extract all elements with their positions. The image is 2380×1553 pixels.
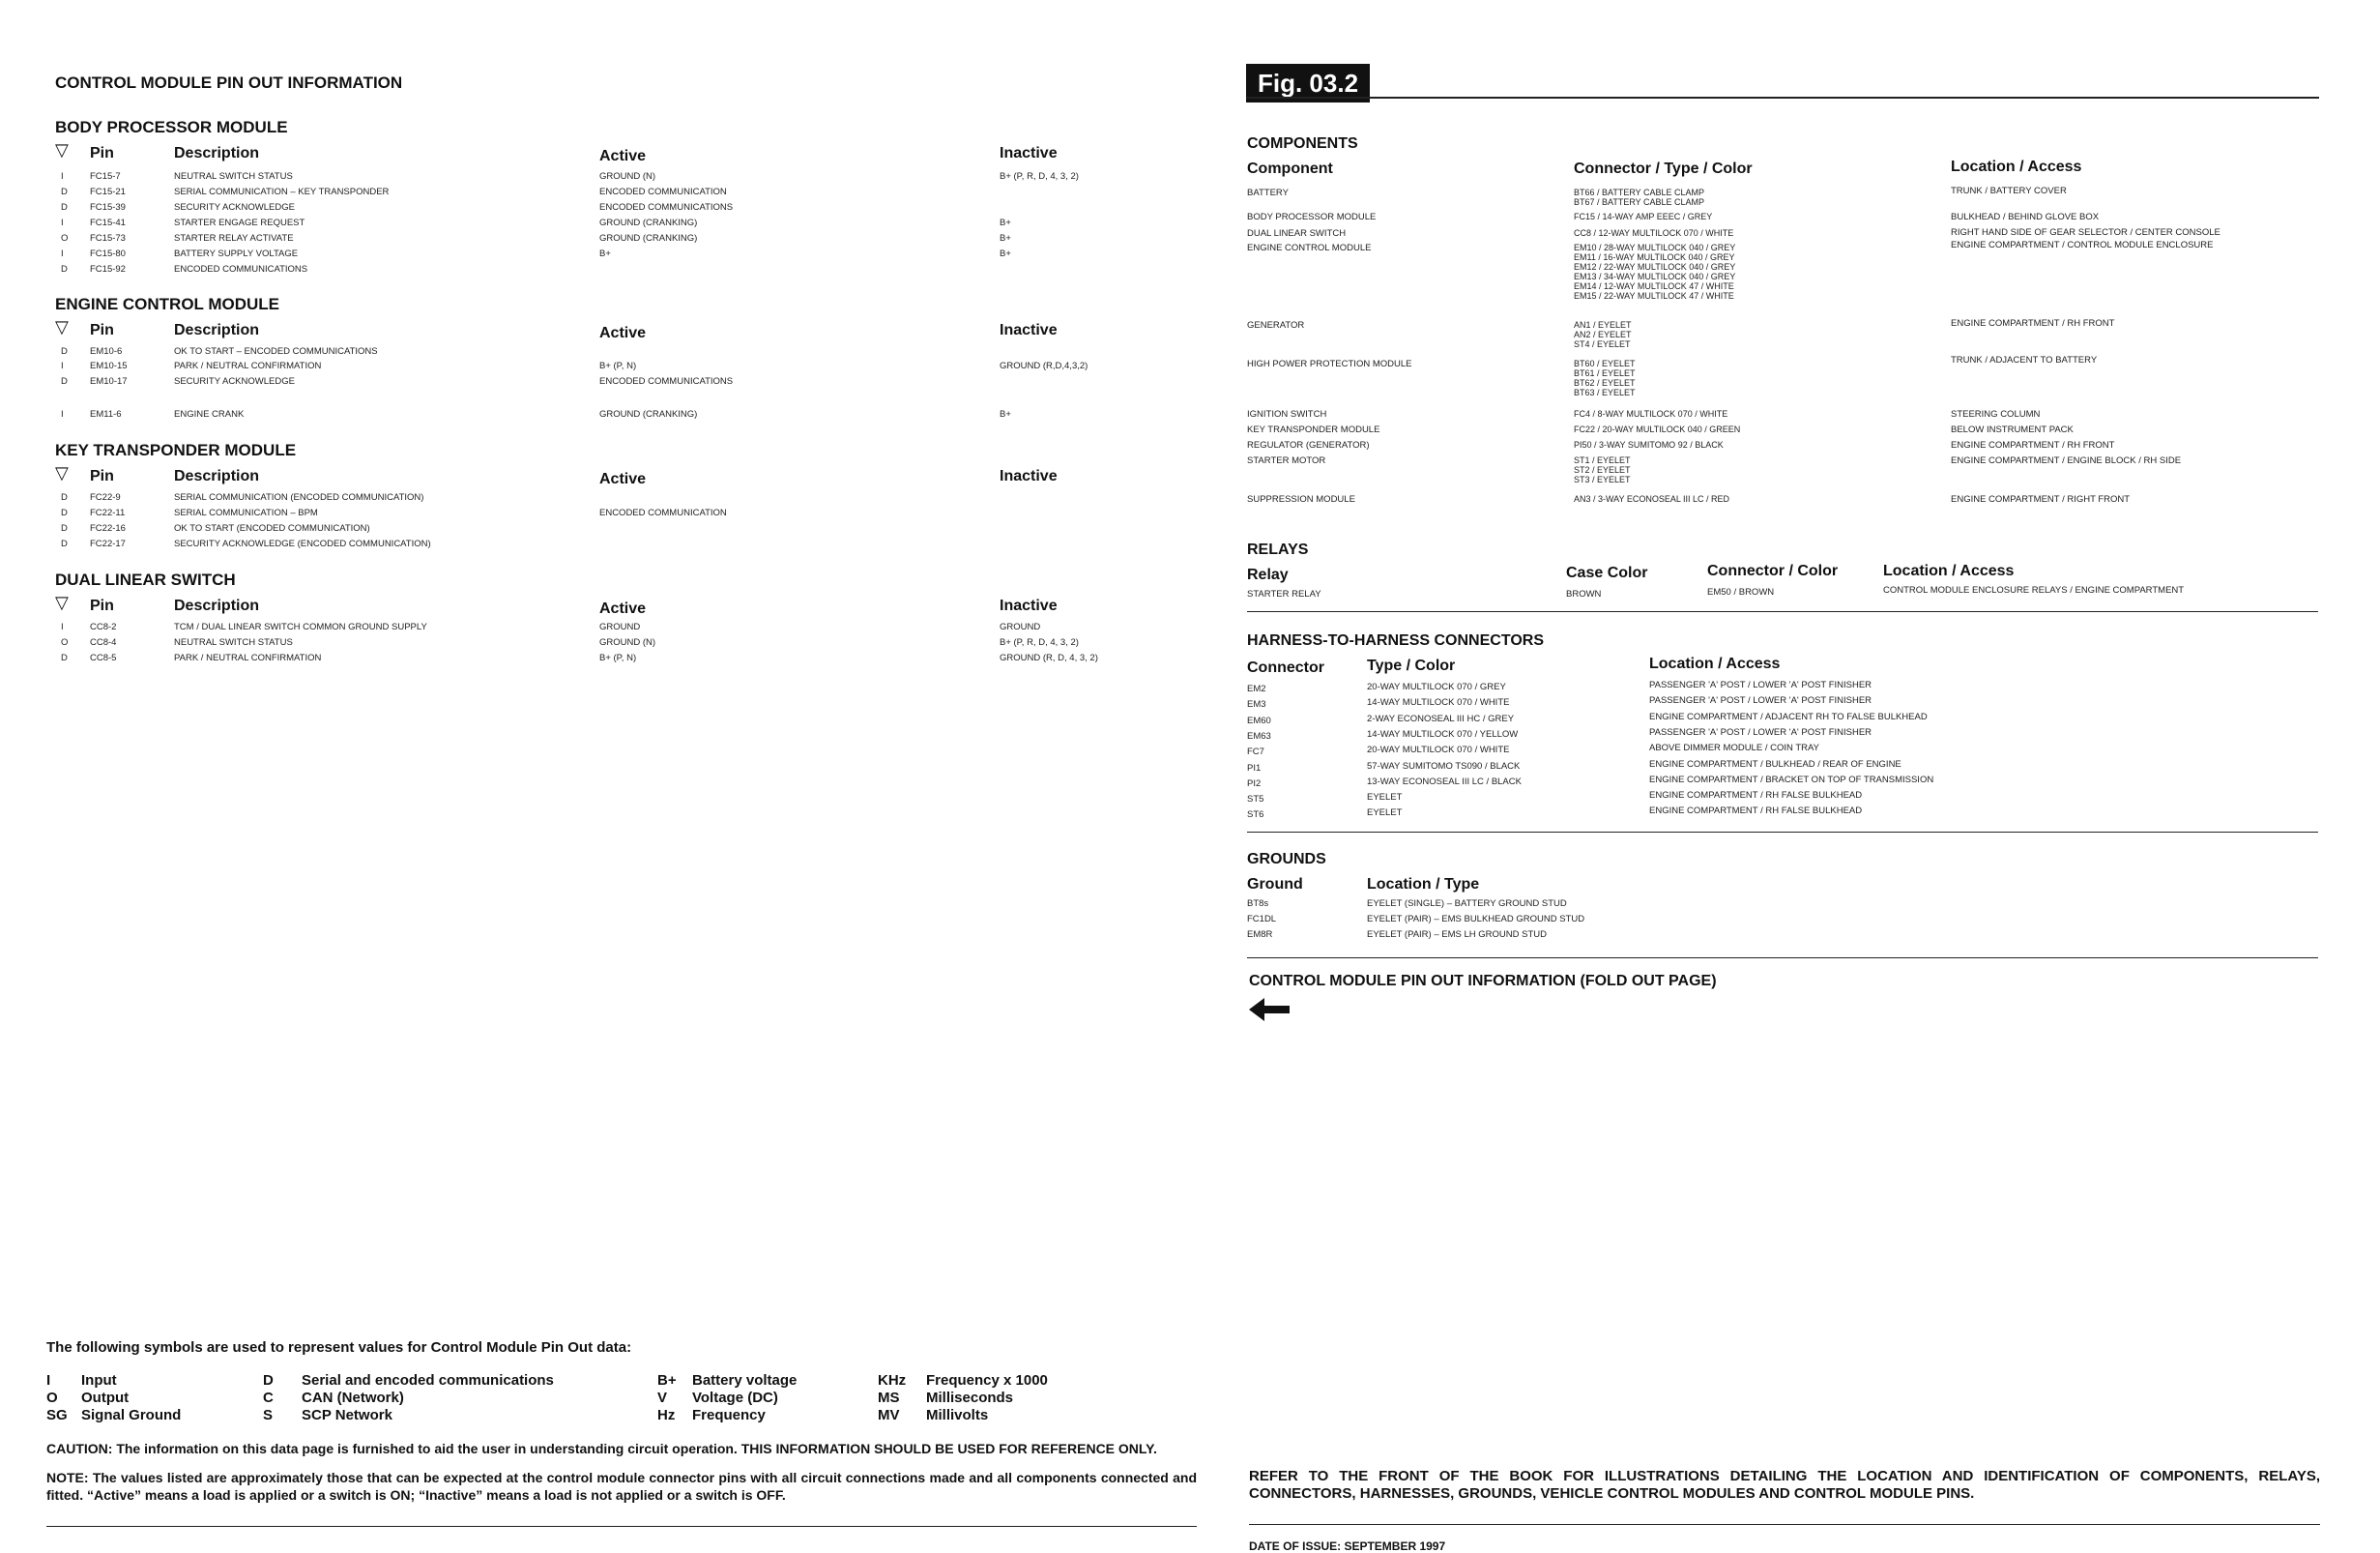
ground-id: FC1DL [1247, 914, 1277, 924]
pin-id: FC15-21 [90, 187, 126, 197]
harness-location: PASSENGER 'A' POST / LOWER 'A' POST FINISHER [1649, 680, 1872, 690]
harness-location: ENGINE COMPARTMENT / RH FALSE BULKHEAD [1649, 806, 1863, 817]
component-name: IGNITION SWITCH [1247, 409, 1327, 420]
col-location-access: Location / Access [1649, 656, 1781, 672]
component-connector: EM14 / 12-WAY MULTILOCK 47 / WHITE [1574, 281, 1734, 291]
pin-io-type: D [61, 376, 68, 387]
harness-connector: EM60 [1247, 715, 1271, 726]
pin-id: FC22-11 [90, 508, 126, 518]
col-active: Active [599, 471, 647, 487]
component-name: BATTERY [1247, 188, 1289, 198]
harness-connector: EM63 [1247, 730, 1271, 742]
harness-type: 14-WAY MULTILOCK 070 / YELLOW [1367, 728, 1519, 740]
pin-active: GROUND (N) [599, 171, 656, 182]
legend-meaning: SCP Network [302, 1407, 392, 1423]
component-connector: ST1 / EYELET [1574, 455, 1631, 465]
legend-meaning: Millivolts [926, 1407, 989, 1423]
component-location: ENGINE COMPARTMENT / RH FRONT [1951, 440, 2115, 451]
legend-symbol: MS [878, 1390, 900, 1406]
divider [46, 1526, 1197, 1527]
component-location: ENGINE COMPARTMENT / RIGHT FRONT [1951, 494, 2131, 505]
section-title: ENGINE CONTROL MODULE [55, 295, 280, 313]
date-of-issue: DATE OF ISSUE: SEPTEMBER 1997 [1249, 1539, 1446, 1553]
pin-description: STARTER RELAY ACTIVATE [174, 233, 294, 244]
component-name: GENERATOR [1247, 320, 1305, 331]
component-location: ENGINE COMPARTMENT / ENGINE BLOCK / RH SIDE [1951, 455, 2182, 466]
pin-inactive: B+ [1000, 233, 1011, 244]
component-connector: CC8 / 12-WAY MULTILOCK 070 / WHITE [1574, 228, 1734, 238]
col-pin: Pin [90, 598, 114, 614]
pin-inactive: B+ [1000, 249, 1011, 259]
harness-connector: ST6 [1247, 809, 1264, 821]
pin-io-type: D [61, 492, 68, 503]
pin-io-type: D [61, 523, 68, 534]
component-connector: EM12 / 22-WAY MULTILOCK 040 / GREY [1574, 262, 1736, 272]
components-title: COMPONENTS [1247, 135, 1358, 152]
col-description: Description [174, 145, 260, 161]
component-connector: EM10 / 28-WAY MULTILOCK 040 / GREY [1574, 243, 1736, 252]
col-pin: Pin [90, 145, 114, 161]
col-inactive: Inactive [1000, 468, 1058, 484]
legend-symbol: SG [46, 1407, 68, 1423]
pin-active: GROUND [599, 622, 641, 632]
legend-meaning: Output [81, 1390, 130, 1406]
ground-location: EYELET (PAIR) – EMS BULKHEAD GROUND STUD [1367, 914, 1585, 924]
legend-meaning: Signal Ground [81, 1407, 182, 1423]
harness-connector: PI1 [1247, 762, 1262, 774]
component-name: STARTER MOTOR [1247, 455, 1326, 466]
component-name: KEY TRANSPONDER MODULE [1247, 425, 1380, 435]
ground-location: EYELET (PAIR) – EMS LH GROUND STUD [1367, 929, 1547, 940]
col-connector-color: Connector / Color [1707, 563, 1839, 579]
pin-description: OK TO START – ENCODED COMMUNICATIONS [174, 346, 378, 357]
pin-io-type: D [61, 202, 68, 213]
relays-title: RELAYS [1247, 542, 1309, 558]
component-connector: BT60 / EYELET [1574, 359, 1636, 368]
divider [1247, 611, 2318, 612]
component-connector: PI50 / 3-WAY SUMITOMO 92 / BLACK [1574, 440, 1724, 450]
pin-io-type: I [61, 361, 64, 371]
pin-description: SERIAL COMMUNICATION – KEY TRANSPONDER [174, 187, 390, 197]
component-name: SUPPRESSION MODULE [1247, 494, 1355, 505]
harness-connector: PI2 [1247, 777, 1262, 789]
pin-description: OK TO START (ENCODED COMMUNICATION) [174, 523, 370, 534]
pin-active: ENCODED COMMUNICATION [599, 508, 727, 518]
component-location: STEERING COLUMN [1951, 409, 2041, 420]
relay-name: STARTER RELAY [1247, 589, 1321, 600]
pin-id: FC15-73 [90, 233, 126, 244]
pin-description: BATTERY SUPPLY VOLTAGE [174, 249, 299, 259]
col-inactive: Inactive [1000, 145, 1058, 161]
pin-io-type: D [61, 264, 68, 275]
harness-type: 13-WAY ECONOSEAL III LC / BLACK [1367, 776, 1522, 787]
section-title: KEY TRANSPONDER MODULE [55, 441, 297, 459]
col-pin: Pin [90, 468, 114, 484]
pin-marker-icon: ▽ [55, 317, 69, 337]
pin-inactive: B+ (P, R, D, 4, 3, 2) [1000, 637, 1079, 648]
legend-symbol: MV [878, 1407, 900, 1423]
legend-symbol: D [263, 1372, 274, 1389]
component-connector: FC4 / 8-WAY MULTILOCK 070 / WHITE [1574, 409, 1728, 419]
legend-meaning: Milliseconds [926, 1390, 1014, 1406]
pin-description: SERIAL COMMUNICATION (ENCODED COMMUNICATION) [174, 492, 424, 503]
pin-inactive: B+ (P, R, D, 4, 3, 2) [1000, 171, 1079, 182]
pin-inactive: GROUND [1000, 622, 1041, 632]
refer-text: REFER TO THE FRONT OF THE BOOK FOR ILLUSTRATIONS DETAILING THE LOCATION AND IDENTIFICATION OF COMPONENTS, RELAYS, CONNECTORS, HARNESSES, GROUNDS, VEHICLE CONTROL MODULES AND CONTROL MODULE PINS. [1249, 1468, 2320, 1502]
pin-id: FC22-16 [90, 523, 126, 534]
component-connector: EM11 / 16-WAY MULTILOCK 040 / GREY [1574, 252, 1735, 262]
legend-symbol: Hz [657, 1407, 676, 1423]
pin-io-type: I [61, 171, 64, 182]
divider [1247, 957, 2318, 958]
col-inactive: Inactive [1000, 598, 1058, 614]
component-connector: EM13 / 34-WAY MULTILOCK 040 / GREY [1574, 272, 1736, 281]
harness-location: ABOVE DIMMER MODULE / COIN TRAY [1649, 743, 1819, 754]
component-connector: FC15 / 14-WAY AMP EEEC / GREY [1574, 212, 1713, 221]
pin-io-type: I [61, 249, 64, 259]
harness-connector: EM3 [1247, 699, 1266, 711]
component-name: BODY PROCESSOR MODULE [1247, 212, 1377, 222]
harness-connector: FC7 [1247, 747, 1264, 758]
component-connector: FC22 / 20-WAY MULTILOCK 040 / GREEN [1574, 425, 1741, 434]
col-active: Active [599, 601, 647, 617]
component-location: BULKHEAD / BEHIND GLOVE BOX [1951, 212, 2100, 222]
harness-type: EYELET [1367, 807, 1403, 819]
pin-io-type: I [61, 218, 64, 228]
pin-id: CC8-2 [90, 622, 117, 632]
legend-meaning: Voltage (DC) [692, 1390, 778, 1406]
section-title: BODY PROCESSOR MODULE [55, 118, 288, 136]
pin-description: PARK / NEUTRAL CONFIRMATION [174, 361, 322, 371]
component-location: ENGINE COMPARTMENT / CONTROL MODULE ENCLOSURE [1951, 240, 2214, 250]
pin-active: GROUND (CRANKING) [599, 233, 698, 244]
legend-meaning: Input [81, 1372, 117, 1389]
pin-marker-icon: ▽ [55, 463, 69, 483]
harness-location: ENGINE COMPARTMENT / RH FALSE BULKHEAD [1649, 790, 1863, 802]
col-ground: Ground [1247, 876, 1303, 893]
relay-location: CONTROL MODULE ENCLOSURE RELAYS / ENGINE COMPARTMENT [1883, 585, 2185, 596]
pin-marker-icon: ▽ [55, 593, 69, 612]
col-description: Description [174, 598, 260, 614]
harness-type: 14-WAY MULTILOCK 070 / WHITE [1367, 697, 1510, 709]
pin-inactive: GROUND (R,D,4,3,2) [1000, 361, 1088, 371]
pin-io-type: D [61, 653, 68, 663]
pin-io-type: D [61, 539, 68, 549]
legend-symbol: O [46, 1390, 58, 1406]
component-location: ENGINE COMPARTMENT / RH FRONT [1951, 318, 2115, 329]
component-connector: BT67 / BATTERY CABLE CLAMP [1574, 197, 1705, 207]
col-inactive: Inactive [1000, 322, 1058, 338]
pin-description: NEUTRAL SWITCH STATUS [174, 171, 293, 182]
divider [1249, 1524, 2320, 1525]
grounds-title: GROUNDS [1247, 851, 1326, 867]
legend-intro: The following symbols are used to represent values for Control Module Pin Out data: [46, 1339, 632, 1356]
ground-id: BT8s [1247, 898, 1269, 909]
harness-location: PASSENGER 'A' POST / LOWER 'A' POST FINISHER [1649, 726, 1872, 738]
legend-symbol: B+ [657, 1372, 677, 1389]
component-connector: AN1 / EYELET [1574, 320, 1632, 330]
component-name: ENGINE CONTROL MODULE [1247, 243, 1372, 253]
pin-inactive: B+ [1000, 409, 1011, 420]
pin-id: FC22-17 [90, 539, 126, 549]
component-location: TRUNK / BATTERY COVER [1951, 186, 2067, 196]
harness-location: ENGINE COMPARTMENT / BULKHEAD / REAR OF ENGINE [1649, 758, 1901, 770]
pin-id: EM10-15 [90, 361, 128, 371]
pin-io-type: D [61, 187, 68, 197]
pin-active: B+ (P, N) [599, 361, 637, 371]
foldout-title: CONTROL MODULE PIN OUT INFORMATION (FOLD OUT PAGE) [1249, 973, 1717, 989]
harness-type: 57-WAY SUMITOMO TS090 / BLACK [1367, 760, 1521, 772]
pin-description: PARK / NEUTRAL CONFIRMATION [174, 653, 322, 663]
pin-description: SERIAL COMMUNICATION – BPM [174, 508, 318, 518]
col-location-access: Location / Access [1883, 563, 2015, 579]
component-connector: BT62 / EYELET [1574, 378, 1636, 388]
figure-label: Fig. 03.2 [1246, 64, 1370, 103]
pin-inactive: B+ [1000, 218, 1011, 228]
pin-description: NEUTRAL SWITCH STATUS [174, 637, 293, 648]
col-location-access: Location / Access [1951, 159, 2082, 175]
divider [1247, 832, 2318, 833]
pin-id: FC15-41 [90, 218, 126, 228]
pin-active: B+ [599, 249, 611, 259]
legend-meaning: CAN (Network) [302, 1390, 404, 1406]
header-rule [1246, 97, 2319, 99]
component-connector: ST3 / EYELET [1574, 475, 1631, 484]
pin-description: ENCODED COMMUNICATIONS [174, 264, 308, 275]
legend-meaning: Frequency [692, 1407, 766, 1423]
pin-io-type: O [61, 233, 69, 244]
note-text: NOTE: The values listed are approximately those that can be expected at the control module connector pins with all circuit connections made and all components connected and fitted. “Active” means a load is applied or a switch is ON; “Inactive” means a load is not applied or a switch is OFF. [46, 1470, 1197, 1503]
col-relay: Relay [1247, 567, 1289, 583]
section-title: DUAL LINEAR SWITCH [55, 571, 236, 589]
col-case-color: Case Color [1566, 565, 1648, 581]
col-type-color: Type / Color [1367, 658, 1456, 674]
pin-description: SECURITY ACKNOWLEDGE (ENCODED COMMUNICATION) [174, 539, 431, 549]
component-connector: ST2 / EYELET [1574, 465, 1631, 475]
legend-symbol: V [657, 1390, 668, 1406]
harness-type: 20-WAY MULTILOCK 070 / GREY [1367, 682, 1506, 692]
component-connector: AN3 / 3-WAY ECONOSEAL III LC / RED [1574, 494, 1730, 504]
legend-meaning: Battery voltage [692, 1372, 798, 1389]
pin-description: SECURITY ACKNOWLEDGE [174, 376, 295, 387]
legend-symbol: C [263, 1390, 274, 1406]
component-name: HIGH POWER PROTECTION MODULE [1247, 359, 1412, 369]
pin-io-type: D [61, 508, 68, 518]
legend-meaning: Serial and encoded communications [302, 1372, 554, 1389]
harness-location: ENGINE COMPARTMENT / BRACKET ON TOP OF TRANSMISSION [1649, 774, 1934, 785]
pin-id: FC22-9 [90, 492, 121, 503]
col-description: Description [174, 322, 260, 338]
pin-active: ENCODED COMMUNICATION [599, 187, 727, 197]
harness-type: 20-WAY MULTILOCK 070 / WHITE [1367, 745, 1510, 756]
ground-location: EYELET (SINGLE) – BATTERY GROUND STUD [1367, 898, 1567, 909]
col-description: Description [174, 468, 260, 484]
harness-type: EYELET [1367, 792, 1403, 804]
caution-text: CAUTION: The information on this data page is furnished to aid the user in understanding circuit operation. THIS INFORMATION SHOULD BE USED FOR REFERENCE ONLY. [46, 1441, 1157, 1456]
component-location: TRUNK / ADJACENT TO BATTERY [1951, 355, 2098, 366]
pin-active: GROUND (N) [599, 637, 656, 648]
ground-id: EM8R [1247, 929, 1273, 940]
legend-meaning: Frequency x 1000 [926, 1372, 1048, 1389]
arrow-left-icon [1247, 996, 1292, 1028]
component-connector: EM15 / 22-WAY MULTILOCK 47 / WHITE [1574, 291, 1734, 301]
harness-location: PASSENGER 'A' POST / LOWER 'A' POST FINISHER [1649, 695, 1872, 707]
component-location: RIGHT HAND SIDE OF GEAR SELECTOR / CENTER CONSOLE [1951, 227, 2220, 238]
pin-id: CC8-4 [90, 637, 117, 648]
component-location: BELOW INSTRUMENT PACK [1951, 425, 2074, 435]
pin-id: EM10-17 [90, 376, 128, 387]
pin-active: ENCODED COMMUNICATIONS [599, 202, 734, 213]
pin-io-type: O [61, 637, 69, 648]
legend-symbol: I [46, 1372, 51, 1389]
pin-inactive: GROUND (R, D, 4, 3, 2) [1000, 653, 1098, 663]
col-location-type: Location / Type [1367, 876, 1480, 893]
pin-io-type: D [61, 346, 68, 357]
harness-connector: EM2 [1247, 684, 1266, 694]
legend-symbol: S [263, 1407, 274, 1423]
component-connector: BT66 / BATTERY CABLE CLAMP [1574, 188, 1705, 197]
component-name: REGULATOR (GENERATOR) [1247, 440, 1370, 451]
pin-id: FC15-80 [90, 249, 126, 259]
legend-symbol: KHz [878, 1372, 907, 1389]
component-connector: BT63 / EYELET [1574, 388, 1636, 397]
component-name: DUAL LINEAR SWITCH [1247, 228, 1347, 239]
pin-id: FC15-7 [90, 171, 121, 182]
component-connector: ST4 / EYELET [1574, 339, 1631, 349]
relay-case-color: BROWN [1566, 589, 1602, 600]
pin-id: FC15-39 [90, 202, 126, 213]
pin-id: EM11-6 [90, 409, 122, 420]
component-connector: BT61 / EYELET [1574, 368, 1636, 378]
harness-type: 2-WAY ECONOSEAL III HC / GREY [1367, 713, 1515, 724]
col-connector: Connector [1247, 659, 1324, 676]
pin-description: SECURITY ACKNOWLEDGE [174, 202, 295, 213]
col-active: Active [599, 325, 647, 341]
pin-io-type: I [61, 622, 64, 632]
col-component: Component [1247, 161, 1333, 177]
pin-active: GROUND (CRANKING) [599, 409, 698, 420]
col-pin: Pin [90, 322, 114, 338]
harness-title: HARNESS-TO-HARNESS CONNECTORS [1247, 632, 1544, 649]
relay-connector: EM50 / BROWN [1707, 587, 1775, 598]
pin-marker-icon: ▽ [55, 140, 69, 160]
harness-connector: ST5 [1247, 794, 1264, 806]
pin-id: EM10-6 [90, 346, 123, 357]
pin-active: ENCODED COMMUNICATIONS [599, 376, 734, 387]
col-active: Active [599, 148, 647, 164]
pin-active: B+ (P, N) [599, 653, 637, 663]
pin-io-type: I [61, 409, 64, 420]
pin-active: GROUND (CRANKING) [599, 218, 698, 228]
page-title: CONTROL MODULE PIN OUT INFORMATION [55, 73, 403, 92]
component-connector: AN2 / EYELET [1574, 330, 1632, 339]
harness-location: ENGINE COMPARTMENT / ADJACENT RH TO FALSE BULKHEAD [1649, 711, 1928, 722]
pin-id: CC8-5 [90, 653, 117, 663]
col-connector-type-color: Connector / Type / Color [1574, 161, 1753, 177]
pin-description: ENGINE CRANK [174, 409, 245, 420]
pin-id: FC15-92 [90, 264, 126, 275]
pin-description: TCM / DUAL LINEAR SWITCH COMMON GROUND SUPPLY [174, 622, 427, 632]
pin-description: STARTER ENGAGE REQUEST [174, 218, 305, 228]
